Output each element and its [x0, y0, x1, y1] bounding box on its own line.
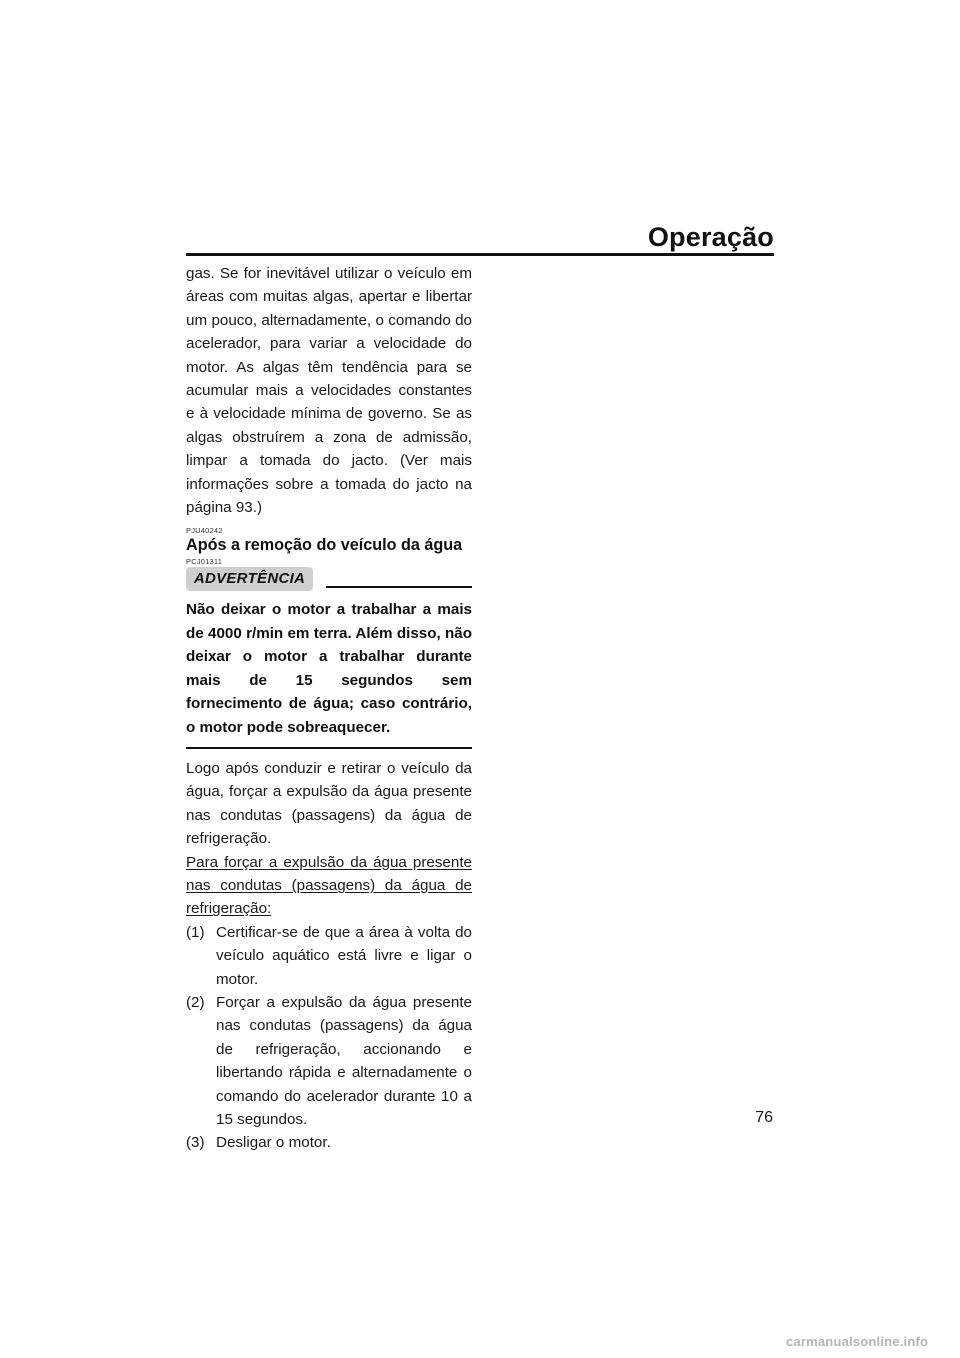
page-number: 76	[755, 1109, 773, 1126]
step-number: (2)	[186, 993, 205, 1011]
warning-badge: ADVERTÊNCIA	[186, 567, 313, 591]
step-text: Certificar-se de que a área à volta do veículo aquático está livre e ligar o motor.	[216, 923, 472, 988]
header-rule	[186, 253, 774, 256]
section-code: PJU40242	[186, 526, 223, 536]
step-text: Forçar a expulsão da água presente nas condutas (passagens) da água de refrigeração, accionando e libertando rápida e alternadamente o comando do acelerador durante 10 a 15 segundos.	[216, 993, 472, 1128]
step-text: Desligar o motor.	[216, 1134, 331, 1152]
procedure-step	[186, 1131, 472, 1154]
warning-end-rule	[186, 747, 472, 749]
warning-header	[186, 567, 472, 593]
procedure-step	[186, 991, 472, 1131]
procedure-steps	[186, 921, 472, 1155]
body-paragraph: Logo após conduzir e retirar o veículo da água, forçar a expulsão da água presente nas condutas (passagens) da água de refrigeração.	[186, 759, 472, 848]
warning-header-rule	[326, 586, 472, 588]
content-column	[186, 262, 472, 1155]
page-header-title: Operação	[647, 222, 774, 252]
section-title: Após a remoção do veículo da água	[186, 536, 463, 555]
intro-paragraph: gas. Se for inevitável utilizar o veículo em áreas com muitas algas, apertar e libertar um pouco, alternadamente, o comando do acelerador, para variar a velocidade do motor. As algas têm tendência para se acumular mais a velocidades constantes e à velocidade mínima de governo. Se as algas obstruírem a zona de admissão, limpar a tomada do jacto. (Ver mais informações sobre a tomada do jacto na página 93.)	[186, 265, 472, 517]
watermark: carmanualsonline.info	[786, 1334, 929, 1349]
step-number: (1)	[186, 923, 205, 941]
warning-text: Não deixar o motor a trabalhar a mais de 4000 r/min em terra. Além disso, não deixar o motor a trabalhar durante mais de 15 segundos sem fornecimento de água; caso contrário, o motor pode sobreaquecer.	[186, 601, 472, 736]
procedure-heading: Para forçar a expulsão da água presente nas condutas (passagens) da água de refrigeração:	[186, 853, 472, 918]
procedure-step	[186, 921, 472, 991]
warning-code: PCJ01311	[186, 557, 223, 567]
step-number: (3)	[186, 1134, 205, 1152]
